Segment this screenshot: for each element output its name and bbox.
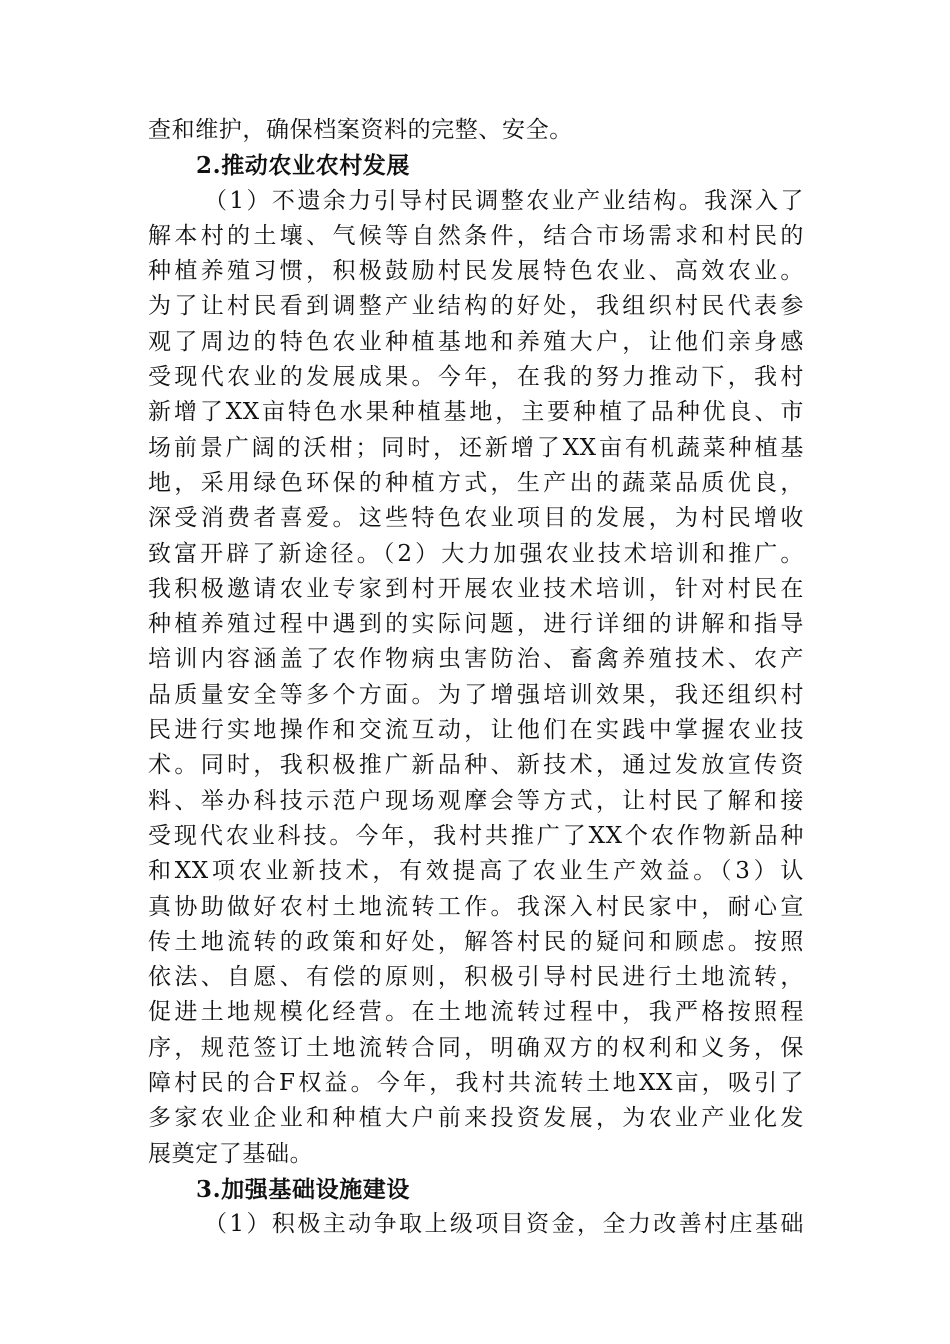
paragraph-line: 受现代农业的发展成果。今年，在我的努力推动下，我村	[148, 364, 804, 391]
paragraph-line: 致富开辟了新途径。（2）大力加强农业技术培训和推广。	[148, 540, 804, 567]
paragraph-last-line: 查和维护，确保档案资料的完整、安全。	[148, 117, 573, 143]
paragraph-line: 品质量安全等多个方面。为了增强培训效果，我还组织村	[148, 681, 804, 708]
paragraph-line: 术。同时，我积极推广新品种、新技术，通过发放宣传资	[148, 752, 804, 779]
paragraph-line: 种植养殖过程中遇到的实际问题，进行详细的讲解和指导	[148, 611, 804, 638]
paragraph-line: 培训内容涵盖了农作物病虫害防治、畜禽养殖技术、农产	[148, 646, 804, 673]
paragraph-last-line: 展奠定了基础。	[148, 1140, 314, 1167]
document-page	[148, 113, 804, 1243]
paragraph-line: 民进行实地操作和交流互动，让他们在实践中掌握农业技	[148, 717, 804, 744]
paragraph-line: 障村民的合F权益。今年，我村共流转土地XX亩，吸引了	[148, 1070, 804, 1097]
paragraph-line: 种植养殖习惯，积极鼓励村民发展特色农业、高效农业。	[148, 258, 804, 285]
paragraph-line: 传土地流转的政策和好处，解答村民的疑问和顾虑。按照	[148, 928, 804, 955]
paragraph-line: 受现代农业科技。今年，我村共推广了XX个农作物新品种	[148, 822, 804, 849]
paragraph-line: 促进土地规模化经营。在土地流转过程中，我严格按照程	[148, 999, 804, 1026]
paragraph-line: 料、举办科技示范户现场观摩会等方式，让村民了解和接	[148, 787, 804, 814]
paragraph-first-line: （1）不遗余力引导村民调整农业产业结构。我深入了	[204, 187, 804, 214]
paragraph-line: 依法、自愿、有偿的原则，积极引导村民进行土地流转，	[148, 964, 804, 991]
section-heading: 3.加强基础设施建设	[196, 1175, 411, 1203]
paragraph-line: 为了让村民看到调整产业结构的好处，我组织村民代表参	[148, 293, 804, 320]
paragraph-line: 场前景广阔的沃柑；同时，还新增了XX亩有机蔬菜种植基	[148, 434, 804, 461]
paragraph-line: 多家农业企业和种植大户前来投资发展，为农业产业化发	[148, 1105, 804, 1132]
section-heading: 2.推动农业农村发展	[196, 152, 411, 180]
paragraph-line: 观了周边的特色农业种植基地和养殖大户，让他们亲身感	[148, 328, 804, 355]
paragraph-line: 新增了XX亩特色水果种植基地，主要种植了品种优良、市	[148, 399, 804, 426]
paragraph-line: 深受消费者喜爱。这些特色农业项目的发展，为村民增收	[148, 505, 804, 532]
paragraph-line: 我积极邀请农业专家到村开展农业技术培训，针对村民在	[148, 575, 804, 602]
paragraph-line: 和XX项农业新技术，有效提高了农业生产效益。（3）认	[148, 858, 804, 885]
paragraph-line: 真协助做好农村土地流转工作。我深入村民家中，耐心宣	[148, 893, 804, 920]
paragraph-first-line: （1）积极主动争取上级项目资金，全力改善村庄基础	[204, 1211, 804, 1238]
paragraph-line: 解本村的土壤、气候等自然条件，结合市场需求和村民的	[148, 222, 804, 249]
paragraph-line: 序，规范签订土地流转合同，明确双方的权利和义务，保	[148, 1034, 804, 1061]
paragraph-line: 地，采用绿色环保的种植方式，生产出的蔬菜品质优良，	[148, 469, 804, 496]
